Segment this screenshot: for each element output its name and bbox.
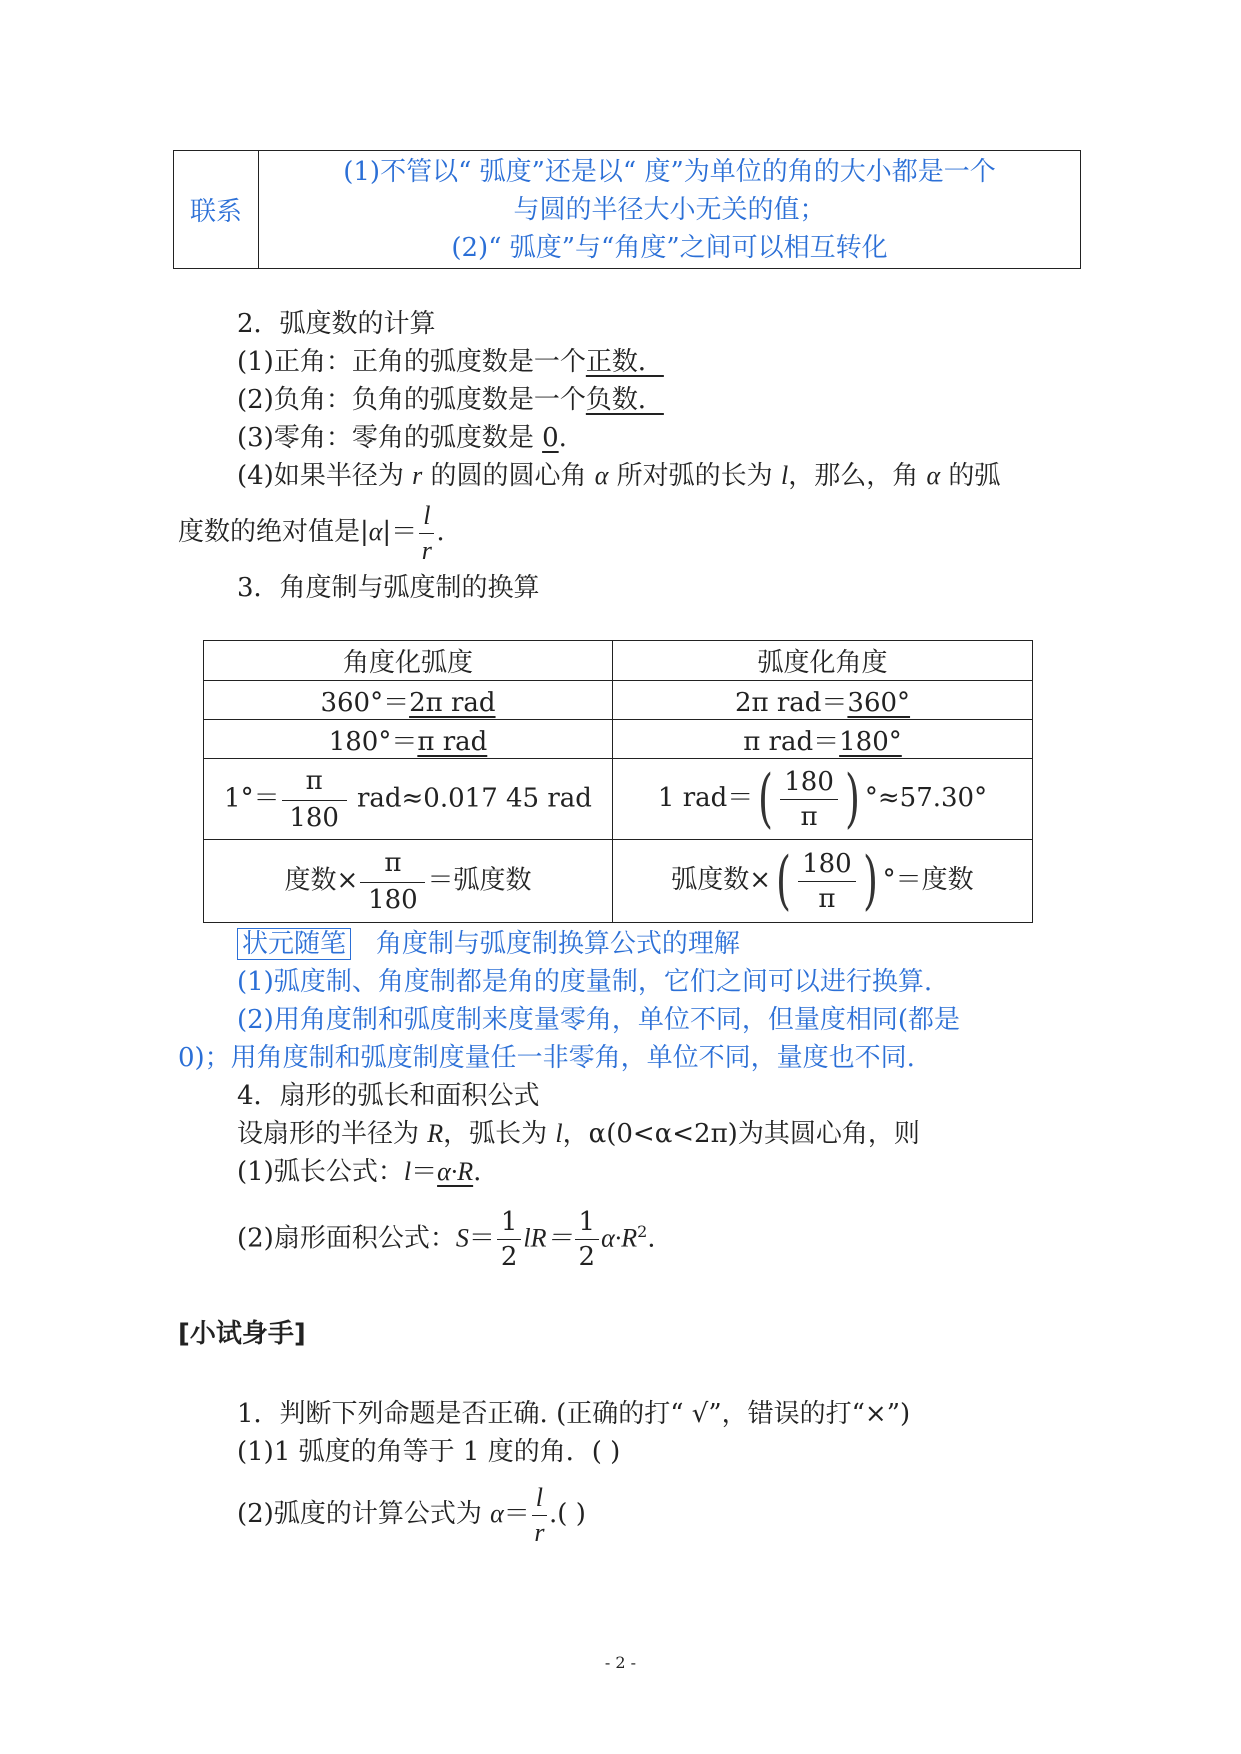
l-over-r-fraction xyxy=(419,500,434,565)
f2-S: S xyxy=(455,1223,469,1253)
section-3-title: 3．角度制与弧度制的换算 xyxy=(237,573,540,603)
180-over-pi-fraction-2 xyxy=(798,848,856,914)
r3r-den: π xyxy=(800,801,818,832)
r2r-ans: 180° xyxy=(839,726,902,757)
pi-over-180-fraction xyxy=(282,765,347,833)
note-line-1: (1)弧度制、角度制都是角的度量制，它们之间可以进行换算. xyxy=(237,967,933,997)
relation-table xyxy=(173,150,1081,269)
relation-line-1: (1)不管以“ 弧度”还是以“ 度”为单位的角的大小都是一个 xyxy=(343,156,996,187)
right-paren: ) xyxy=(844,762,860,836)
r2l-pre: 180°＝ xyxy=(328,726,418,757)
intro-c: ， xyxy=(562,1119,589,1149)
pi-over-180-fraction-2 xyxy=(360,847,425,915)
page-number: - 2 - xyxy=(604,1653,637,1672)
r3r-num: 180 xyxy=(780,769,838,800)
half-fraction-2 xyxy=(575,1207,600,1273)
radian-definition-line xyxy=(237,458,1000,494)
note-line-3: 0)；用角度制和弧度制度量任一非零角，单位不同，量度也不同. xyxy=(178,1043,915,1073)
r4r-den: π xyxy=(818,883,836,914)
q12-alpha: α xyxy=(490,1499,504,1528)
row-360-left xyxy=(204,681,613,720)
r3r-post: °≈57.30° xyxy=(864,783,988,813)
r4r-pre: 弧度数× xyxy=(671,865,772,895)
sector-area-formula xyxy=(237,1196,656,1275)
zero-angle-text: (3)零角：零角的弧度数是 xyxy=(237,423,543,453)
r4l-den: 180 xyxy=(368,884,418,915)
zero-angle-answer: 0 xyxy=(542,423,559,453)
r1l-pre: 360°＝ xyxy=(320,687,410,718)
r3l-den: 180 xyxy=(289,802,339,833)
section-2-title: 2．弧度数的计算 xyxy=(237,309,436,339)
abs-period: . xyxy=(436,517,445,547)
def-alpha: α xyxy=(594,461,609,490)
sector-intro-line xyxy=(237,1116,920,1152)
question-1: 1．判断下列命题是否正确. (正确的打“ √”，错误的打“×”) xyxy=(237,1399,911,1429)
note-line-2: (2)用角度制和弧度制来度量零角，单位不同，但量度相同(都是 xyxy=(237,1005,960,1035)
q12-den: r xyxy=(534,1517,545,1547)
r1l-ans: 2π rad xyxy=(409,687,496,718)
question-1-2 xyxy=(237,1478,586,1550)
conversion-table xyxy=(203,640,1033,923)
f2-eq: ＝ xyxy=(468,1223,495,1254)
left-paren-2: ( xyxy=(776,844,792,918)
frac-num: l xyxy=(419,503,434,534)
r3l-pre: 1°＝ xyxy=(224,783,280,813)
relation-line-2: 与圆的半径大小无关的值； xyxy=(513,194,826,225)
q12-pre: (2)弧度的计算公式为 xyxy=(237,1499,491,1529)
left-paren: ( xyxy=(758,762,774,836)
negative-angle-line xyxy=(237,382,664,418)
q12-eq: ＝ xyxy=(503,1499,530,1529)
practice-heading: [小试身手] xyxy=(178,1319,306,1349)
zero-angle-line xyxy=(237,420,567,456)
positive-angle-line xyxy=(237,344,664,380)
right-paren-2: ) xyxy=(862,844,878,918)
f2-mid: lR＝ xyxy=(523,1223,573,1253)
note-title-line xyxy=(237,926,740,962)
head-deg-to-rad: 角度化弧度 xyxy=(204,641,613,681)
paren-group-2 xyxy=(771,844,883,918)
r2l-ans: π rad xyxy=(417,726,488,757)
relation-label: 联系 xyxy=(174,151,259,269)
f2-pre: (2)扇形面积公式： xyxy=(237,1223,456,1254)
f2-end: α·R xyxy=(601,1223,638,1253)
def-text-d: ，那么，角 xyxy=(788,461,927,491)
def-text-c: 所对弧的长为 xyxy=(608,461,781,491)
note-tag: 状元随笔 xyxy=(237,928,351,960)
row-1deg-left xyxy=(204,759,613,840)
r4l-post: ＝弧度数 xyxy=(427,865,532,895)
intro-a: 设扇形的半径为 xyxy=(237,1119,428,1149)
def-alpha-2: α xyxy=(926,461,941,490)
negative-angle-answer: 负数． xyxy=(585,385,664,415)
r2r-pre: π rad＝ xyxy=(743,726,840,757)
paren-group xyxy=(753,762,865,836)
positive-angle-answer: 正数． xyxy=(585,347,664,377)
def-l: l xyxy=(780,461,789,490)
abs-equals: |＝ xyxy=(382,517,418,547)
intro-d: 为其圆心角，则 xyxy=(737,1119,920,1149)
r3l-num: π xyxy=(282,768,347,801)
abs-value-line xyxy=(178,502,445,564)
r4r-num: 180 xyxy=(798,851,856,882)
zero-angle-period: . xyxy=(558,423,567,453)
r3l-post: rad≈0.017 45 rad xyxy=(348,783,592,813)
f2-den: 2 xyxy=(500,1242,518,1273)
q12-fraction xyxy=(532,1482,547,1547)
r4l-pre: 度数× xyxy=(284,865,359,895)
negative-angle-text: (2)负角：负角的弧度数是一个 xyxy=(237,385,586,415)
positive-angle-text: (1)正角：正角的弧度数是一个 xyxy=(237,347,586,377)
r3r-pre: 1 rad＝ xyxy=(657,783,754,813)
r4r-post: °＝度数 xyxy=(882,865,974,895)
frac-den: r xyxy=(421,535,432,565)
section-4-title: 4．扇形的弧长和面积公式 xyxy=(237,1081,540,1111)
f2-num: 1 xyxy=(497,1209,522,1240)
r1r-pre: 2π rad＝ xyxy=(734,687,848,718)
q12-num: l xyxy=(532,1485,547,1516)
relation-content xyxy=(259,151,1081,269)
half-fraction xyxy=(497,1207,522,1273)
f1-l: l xyxy=(403,1157,412,1186)
abs-alpha: α xyxy=(368,517,383,546)
def-text-a: (4)如果半径为 xyxy=(237,461,413,491)
f1-pre: (1)弧长公式： xyxy=(237,1157,404,1187)
180-over-pi-fraction xyxy=(780,766,838,832)
f2-post: . xyxy=(647,1223,656,1254)
relation-line-3: (2)“ 弧度”与“角度”之间可以相互转化 xyxy=(451,232,888,263)
head-rad-to-deg: 弧度化角度 xyxy=(613,641,1033,681)
row-180-left xyxy=(204,720,613,759)
row-degree-formula xyxy=(204,840,613,923)
r1r-ans: 360° xyxy=(847,687,911,718)
row-1rad-right xyxy=(613,759,1033,840)
abs-text: 度数的绝对值是| xyxy=(178,517,369,547)
q12-post: .( ) xyxy=(549,1499,586,1529)
intro-l: l xyxy=(555,1119,563,1148)
arc-length-formula xyxy=(237,1154,481,1190)
row-180-right xyxy=(613,720,1033,759)
intro-b: ，弧长为 xyxy=(443,1119,556,1149)
row-radian-formula xyxy=(613,840,1033,923)
f2-den-2: 2 xyxy=(578,1242,596,1273)
question-1-1: (1)1 弧度的角等于 1 度的角．( ) xyxy=(237,1437,621,1467)
row-360-right xyxy=(613,681,1033,720)
f2-num-2: 1 xyxy=(575,1209,600,1240)
note-title: 角度制与弧度制换算公式的理解 xyxy=(375,929,740,959)
f1-ans: α·R xyxy=(437,1157,474,1186)
f1-post: . xyxy=(473,1157,482,1187)
def-r: r xyxy=(412,461,423,490)
intro-cond: α(0<α<2π) xyxy=(588,1119,738,1149)
r4l-num: π xyxy=(360,850,425,883)
def-text-e: 的弧 xyxy=(940,461,1001,491)
def-text-b: 的圆的圆心角 xyxy=(422,461,595,491)
intro-R: R xyxy=(427,1119,444,1148)
f2-sup: 2 xyxy=(637,1222,648,1241)
f1-eq: ＝ xyxy=(411,1157,438,1187)
